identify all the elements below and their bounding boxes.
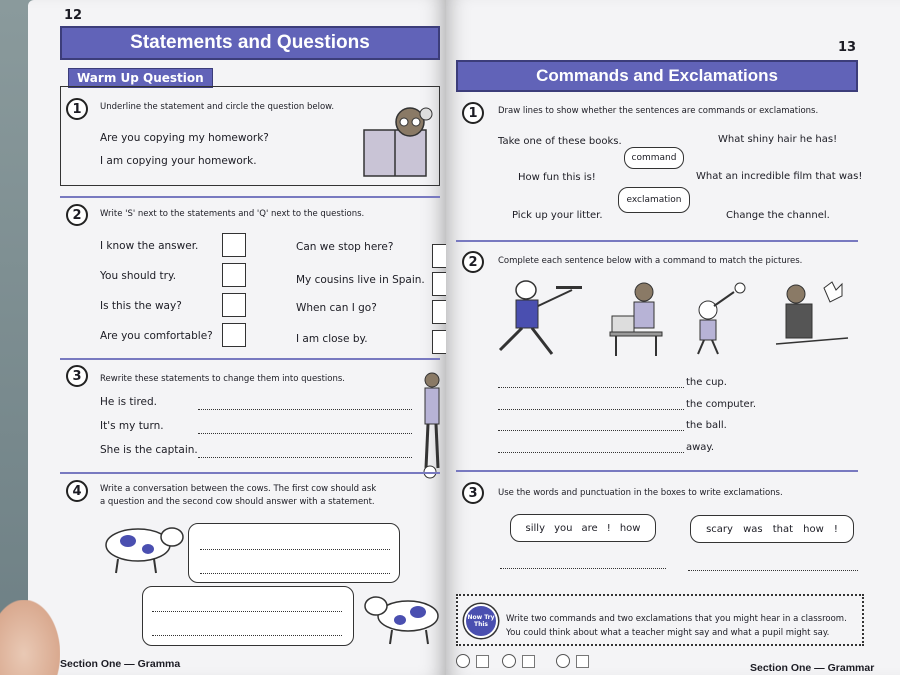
q2-item-1: I know the answer. — [100, 240, 199, 252]
q4-answer-line-3[interactable] — [152, 611, 342, 612]
r-q3-answer-line-2[interactable] — [688, 570, 858, 571]
word-tile: how — [803, 523, 824, 535]
r-q3-answer-line-1[interactable] — [500, 568, 666, 569]
q4-answer-line-1[interactable] — [200, 549, 390, 550]
page-number-left: 12 — [64, 8, 83, 23]
q2-answer-box-3[interactable] — [222, 293, 246, 317]
r-q1-sentence-right-2: What an incredible film that was! — [696, 171, 863, 182]
rating-checkbox[interactable] — [576, 655, 589, 668]
r-q2-answer-line-1[interactable] — [498, 387, 684, 388]
waiter-illustration — [486, 274, 586, 360]
q2-answer-box-7[interactable] — [432, 300, 446, 324]
word-tile: that — [772, 523, 794, 535]
thumb — [0, 600, 60, 675]
cow-1-illustration — [98, 515, 188, 575]
q1-sentence-question: Are you copying my homework? — [100, 132, 269, 144]
q2-answer-box-6[interactable] — [432, 272, 446, 296]
page-number-right: 13 — [838, 40, 857, 55]
r-q2-answer-line-4[interactable] — [498, 452, 684, 453]
now-try-this-line-2: You could think about what a teacher might say and what a pupil might say. — [506, 628, 830, 638]
label-exclamation[interactable]: exclamation — [618, 187, 690, 213]
label-command[interactable]: command — [624, 147, 684, 169]
spy-illustration — [772, 280, 852, 350]
smiley-icon[interactable] — [556, 654, 570, 668]
q2-item-2: You should try. — [100, 270, 177, 282]
q4-instruction-line-2: a question and the second cow should answer with a statement. — [100, 497, 375, 507]
question-number-1-right: 1 — [462, 102, 484, 124]
r-q2-ending-1: the cup. — [686, 377, 727, 388]
question-number-3: 3 — [66, 365, 88, 387]
word-tile: ! — [606, 522, 611, 534]
word-tile: silly — [525, 522, 545, 534]
cow-2-illustration — [362, 586, 446, 646]
r-q3-instruction: Use the words and punctuation in the boxes to write exclamations. — [498, 488, 783, 498]
question-number-2: 2 — [66, 204, 88, 226]
q2-item-5: Can we stop here? — [296, 241, 394, 253]
q3-answer-line-2[interactable] — [198, 433, 412, 434]
word-tile: you — [554, 522, 573, 534]
divider — [456, 240, 858, 242]
r-q1-sentence-right-3: Change the channel. — [726, 210, 830, 221]
q2-item-4: Are you comfortable? — [100, 330, 213, 342]
computer-user-illustration — [606, 278, 670, 358]
rating-checkbox[interactable] — [476, 655, 489, 668]
r-q2-instruction: Complete each sentence below with a command to match the pictures. — [498, 256, 803, 266]
right-page — [446, 0, 900, 675]
q2-answer-box-2[interactable] — [222, 263, 246, 287]
q3-statement-1: He is tired. — [100, 396, 158, 408]
r-q2-ending-4: away. — [686, 442, 715, 453]
q4-answer-line-2[interactable] — [200, 573, 390, 574]
q2-answer-box-8[interactable] — [432, 330, 446, 354]
ball-catcher-illustration — [682, 280, 752, 356]
q2-item-7: When can I go? — [296, 302, 377, 314]
rating-checkbox[interactable] — [522, 655, 535, 668]
right-page-title: Commands and Exclamations — [456, 60, 858, 92]
left-page-footer: Section One — Gramma — [60, 658, 181, 670]
neutral-face-icon[interactable] — [502, 654, 516, 668]
r-q1-sentence-left-1: Take one of these books. — [498, 136, 622, 147]
question-number-1: 1 — [66, 98, 88, 120]
warmup-label: Warm Up Question — [68, 68, 213, 88]
q2-instruction: Write 'S' next to the statements and 'Q' next to the questions. — [100, 209, 365, 219]
speech-bubble-cow-2 — [142, 586, 354, 646]
q2-answer-box-1[interactable] — [222, 233, 246, 257]
word-tile: are — [581, 522, 598, 534]
q2-answer-box-5[interactable] — [432, 244, 446, 268]
r-q1-sentence-left-3: Pick up your litter. — [512, 210, 603, 221]
q2-answer-box-4[interactable] — [222, 323, 246, 347]
now-try-this-badge: Now Try This — [464, 604, 498, 638]
divider — [456, 470, 858, 472]
r-q1-sentence-left-2: How fun this is! — [518, 172, 596, 183]
r-q2-ending-3: the ball. — [686, 420, 727, 431]
q4-instruction-line-1: Write a conversation between the cows. The first cow should ask — [100, 484, 377, 494]
now-try-this-line-1: Write two commands and two exclamations that you might hear in a classroom. — [506, 614, 847, 624]
q2-item-3: Is this the way? — [100, 300, 182, 312]
q2-item-6: My cousins live in Spain. — [296, 274, 425, 286]
divider — [60, 472, 440, 474]
word-tile: was — [743, 523, 763, 535]
smiley-icon[interactable] — [456, 654, 470, 668]
q3-statement-2: It's my turn. — [100, 420, 164, 432]
boy-reading-illustration — [358, 100, 436, 182]
q3-statement-3: She is the captain. — [100, 444, 198, 456]
divider — [60, 358, 440, 360]
word-tile: scary — [706, 523, 733, 535]
q1-instruction: Underline the statement and circle the question below. — [100, 102, 335, 112]
right-page-footer: Section One — Grammar — [750, 662, 875, 674]
speech-bubble-cow-1 — [188, 523, 400, 583]
q2-item-8: I am close by. — [296, 333, 368, 345]
r-q2-answer-line-2[interactable] — [498, 409, 684, 410]
r-q1-sentence-right-1: What shiny hair he has! — [718, 134, 838, 145]
r-q2-answer-line-3[interactable] — [498, 430, 684, 431]
word-box-1 — [510, 514, 656, 542]
q3-answer-line-3[interactable] — [198, 457, 412, 458]
left-page-title: Statements and Questions — [60, 26, 440, 60]
question-number-3-right: 3 — [462, 482, 484, 504]
divider — [60, 196, 440, 198]
q4-answer-line-4[interactable] — [152, 635, 342, 636]
word-tile: ! — [833, 523, 838, 535]
word-tile: how — [619, 522, 641, 534]
captain-illustration — [418, 370, 446, 480]
question-number-2-right: 2 — [462, 251, 484, 273]
left-page — [28, 0, 446, 675]
q3-instruction: Rewrite these statements to change them into questions. — [100, 374, 346, 384]
r-q1-instruction: Draw lines to show whether the sentences are commands or exclamations. — [498, 106, 819, 116]
question-number-4: 4 — [66, 480, 88, 502]
q1-sentence-statement: I am copying your homework. — [100, 155, 257, 167]
r-q2-ending-2: the computer. — [686, 399, 757, 410]
word-box-2 — [690, 515, 854, 543]
q3-answer-line-1[interactable] — [198, 409, 412, 410]
